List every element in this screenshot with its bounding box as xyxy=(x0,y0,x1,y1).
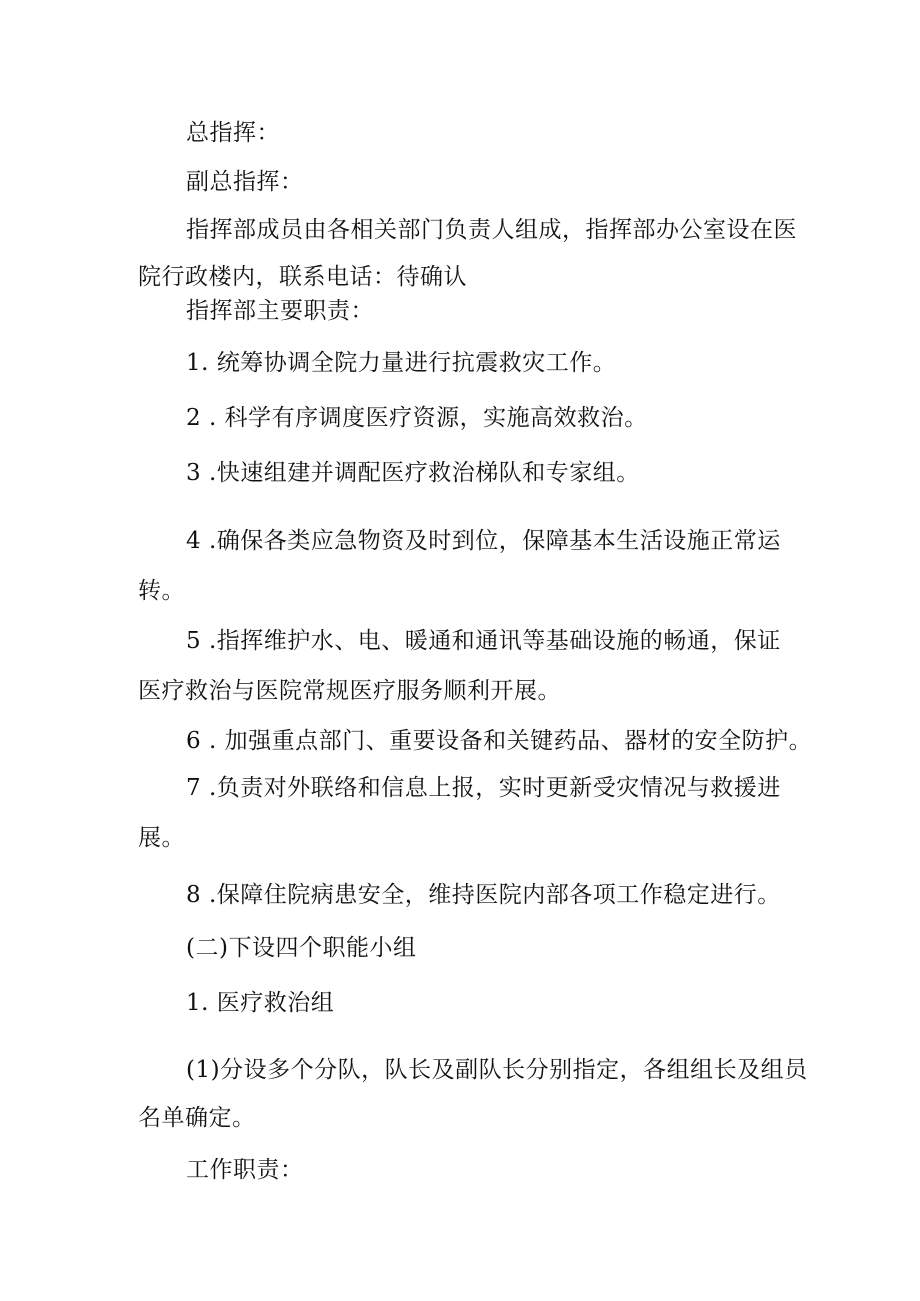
text-line: 院行政楼内，联系电话：待确认 xyxy=(138,264,467,290)
text-line: 1. 医疗救治组 xyxy=(186,990,335,1016)
text-line: 5 .指挥维护水、电、暖通和通讯等基础设施的畅通，保证 xyxy=(186,628,781,654)
text-line: 工作职责： xyxy=(186,1157,304,1183)
text-line: 医疗救治与医院常规医疗服务顺利开展。 xyxy=(138,678,561,704)
text-line: (二)下设四个职能小组 xyxy=(186,935,417,961)
text-line: 4 .确保各类应急物资及时到位，保障基本生活设施正常运 xyxy=(186,528,781,554)
text-line: 1. 统筹协调全院力量进行抗震救灾工作。 xyxy=(186,350,617,376)
text-line: 6 . 加强重点部门、重要设备和关键药品、器材的安全防护。 xyxy=(186,728,813,754)
text-line: 指挥部成员由各相关部门负责人组成，指挥部办公室设在医 xyxy=(186,217,797,243)
text-line: 3 .快速组建并调配医疗救治梯队和专家组。 xyxy=(186,460,640,486)
text-line: 8 .保障住院病患安全，维持医院内部各项工作稳定进行。 xyxy=(186,882,781,908)
text-line: 指挥部主要职责： xyxy=(186,298,374,324)
text-line: (1)分设多个分队，队长及副队长分别指定，各组组长及组员 xyxy=(186,1057,808,1083)
text-line: 副总指挥： xyxy=(186,169,304,195)
text-line: 转。 xyxy=(138,578,185,604)
text-line: 总指挥： xyxy=(186,120,280,146)
text-line: 7 .负责对外联络和信息上报，实时更新受灾情况与救援进 xyxy=(186,775,781,801)
text-line: 展。 xyxy=(138,825,185,851)
text-line: 名单确定。 xyxy=(138,1105,256,1131)
text-line: 2 . 科学有序调度医疗资源，实施高效救治。 xyxy=(186,405,648,431)
